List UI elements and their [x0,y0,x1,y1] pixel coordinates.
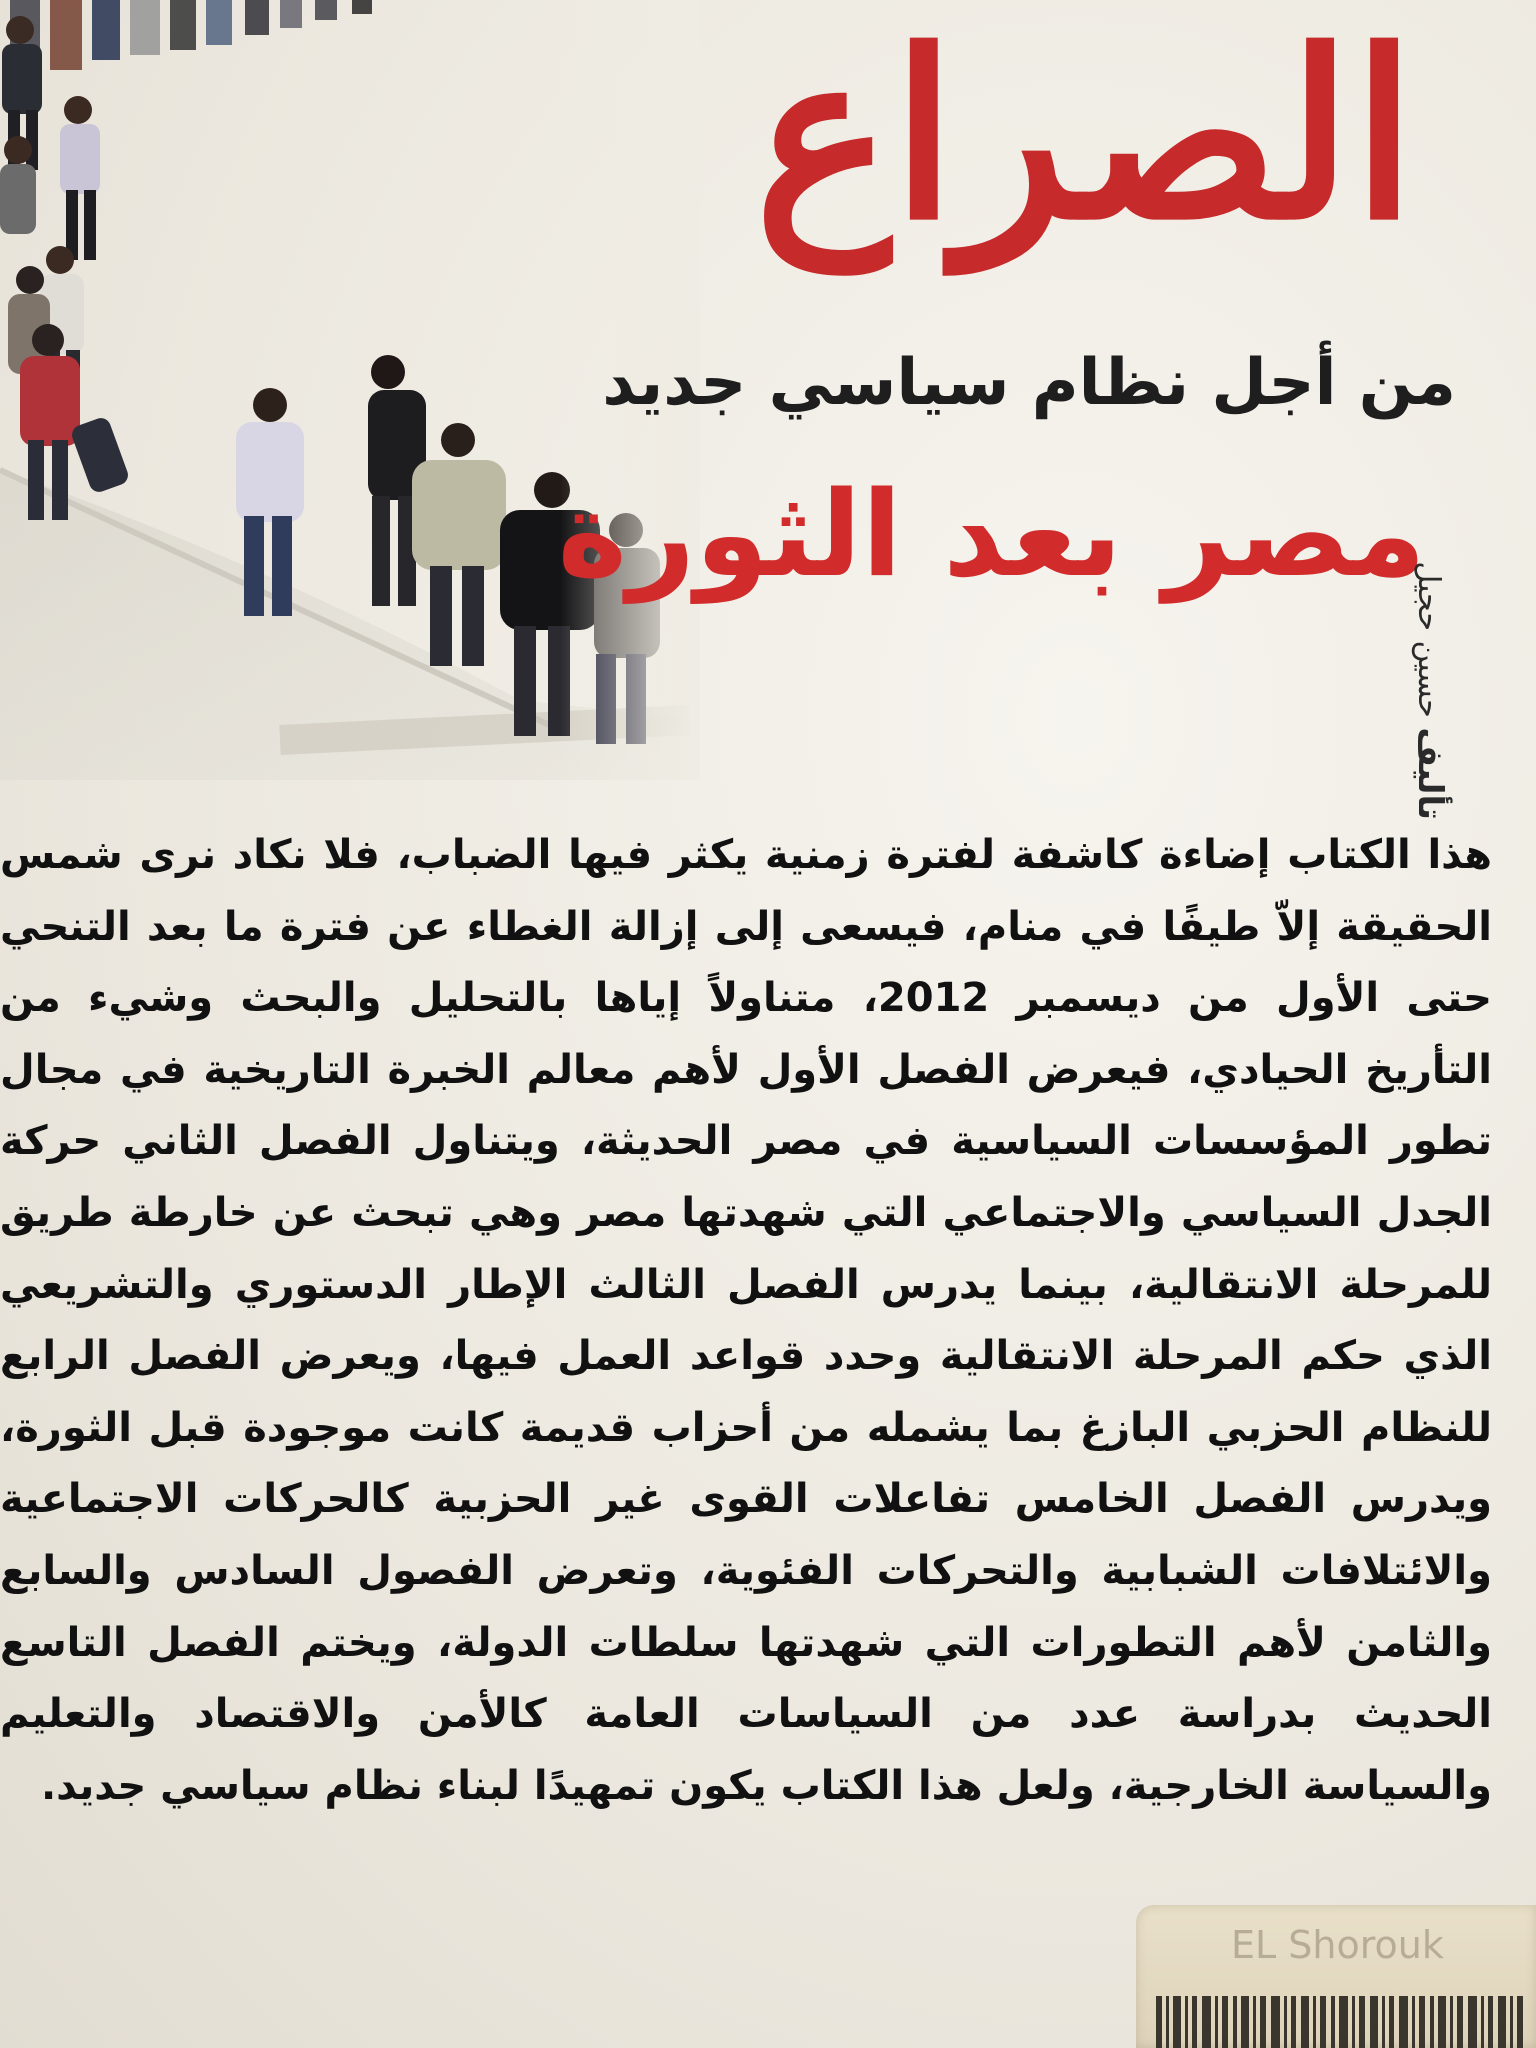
publisher-label: EL Shorouk [1231,1923,1444,1967]
book-title-main: الصراع [754,1,1416,271]
book-title-secondary: مصر بعد الثورة [557,465,1426,603]
barcode-icon [1156,1996,1526,2048]
author-name: حسين حجيل [1411,561,1446,718]
author-label: تأليف [1410,727,1450,820]
book-subtitle: من أجل نظام سياسي جديد [602,346,1456,420]
price-sticker [1136,1905,1536,2048]
book-blurb: هذا الكتاب إضاءة كاشفة لفترة زمنية يكثر فيها الضباب، فلا نكاد نرى شمس الحقيقة إلاّ طيفًا في منام، فيسعى إلى إزالة الغطاء عن فترة ما بعد التنحي حتى الأول من ديسمبر 2012، متناولاً إياها بالتحليل والبحث وشيء من التأريخ الحيادي، فيعرض الفصل الأول لأهم معالم الخبرة التاريخية في مجال تطور المؤسسات السياسية في مصر الحديثة، ويتناول الفصل الثاني حركة الجدل السياسي والاجتماعي التي شهدتها مصر وهي تبحث عن خارطة طريق للمرحلة الانتقالية، بينما يدرس الفصل الثالث الإطار الدستوري والتشريعي الذي حكم المرحلة الانتقالية وحدد قواعد العمل فيها، ويعرض الفصل الرابع للنظام الحزبي البازغ بما يشمله من أحزاب قديمة كانت موجودة قبل الثورة، ويدرس الفصل الخامس تفاعلات القوى غير الحزبية كالحركات الاجتماعية والائتلافات الشبابية والتحركات الفئوية، وتعرض الفصول السادس والسابع والثامن لأهم التطورات التي شهدتها سلطات الدولة، ويختم الفصل التاسع الحديث بدراسة عدد من السياسات العامة كالأمن والاقتصاد والتعليم والسياسة الخارجية، ولعل هذا الكتاب يكون تمهيدًا لبناء نظام سياسي جديد. [0,832,1493,1809]
author-credit [1410,520,1450,820]
